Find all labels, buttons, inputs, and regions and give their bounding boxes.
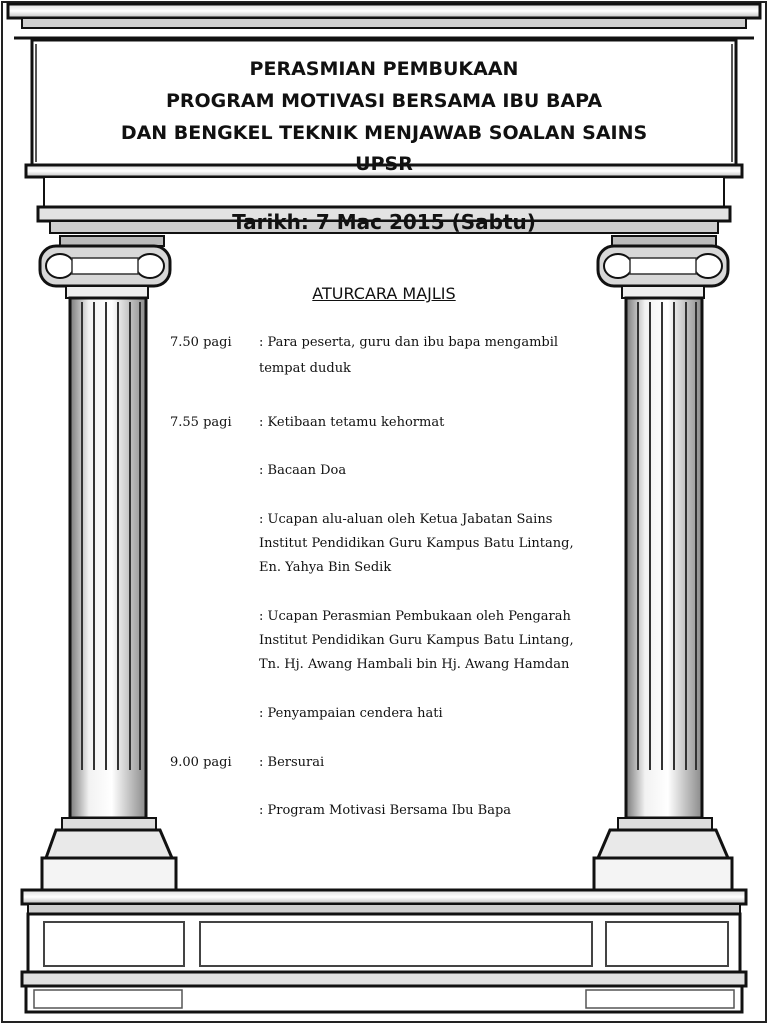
schedule-desc-line: Tn. Hj. Awang Hambali bin Hj. Awang Hamdan bbox=[259, 657, 570, 672]
schedule-time: 7.50 pagi bbox=[170, 335, 232, 350]
schedule-desc-line: : Penyampaian cendera hati bbox=[259, 706, 443, 721]
program-heading-text: ATURCARA MAJLIS bbox=[312, 284, 456, 303]
title-line-2: PROGRAM MOTIVASI BERSAMA IBU BAPA bbox=[165, 90, 603, 112]
program-heading bbox=[0, 284, 768, 303]
event-date: Tarikh: 7 Mac 2015 (Sabtu) bbox=[232, 210, 536, 234]
schedule-time: 7.55 pagi bbox=[170, 415, 232, 430]
right-column bbox=[594, 236, 732, 890]
title-line-1: PERASMIAN PEMBUKAAN bbox=[249, 58, 519, 80]
schedule-desc-line: : Ucapan Perasmian Pembukaan oleh Pengarah bbox=[259, 609, 571, 624]
cornice-top bbox=[8, 4, 760, 18]
title-line-3: DAN BENGKEL TEKNIK MENJAWAB SOALAN SAINS bbox=[120, 122, 648, 144]
schedule-time: 9.00 pagi bbox=[170, 755, 232, 770]
schedule-desc-line: : Bacaan Doa bbox=[259, 463, 347, 478]
base-platform bbox=[22, 890, 746, 1012]
schedule-desc-line: Institut Pendidikan Guru Kampus Batu Lintang, bbox=[259, 633, 574, 648]
schedule-desc-line: : Ketibaan tetamu kehormat bbox=[259, 415, 445, 430]
title-line-4: UPSR bbox=[355, 153, 413, 175]
left-column bbox=[40, 236, 176, 890]
schedule-desc-line: : Program Motivasi Bersama Ibu Bapa bbox=[259, 803, 512, 818]
schedule-desc-line: : Para peserta, guru dan ibu bapa mengambil bbox=[259, 335, 559, 350]
schedule-desc-line: En. Yahya Bin Sedik bbox=[259, 560, 392, 575]
schedule-desc-line: tempat duduk bbox=[259, 361, 351, 376]
schedule-desc-line: Institut Pendidikan Guru Kampus Batu Lintang, bbox=[259, 536, 574, 551]
schedule-desc-line: : Ucapan alu-aluan oleh Ketua Jabatan Sains bbox=[259, 512, 553, 527]
schedule-desc-line: : Bersurai bbox=[259, 755, 325, 770]
